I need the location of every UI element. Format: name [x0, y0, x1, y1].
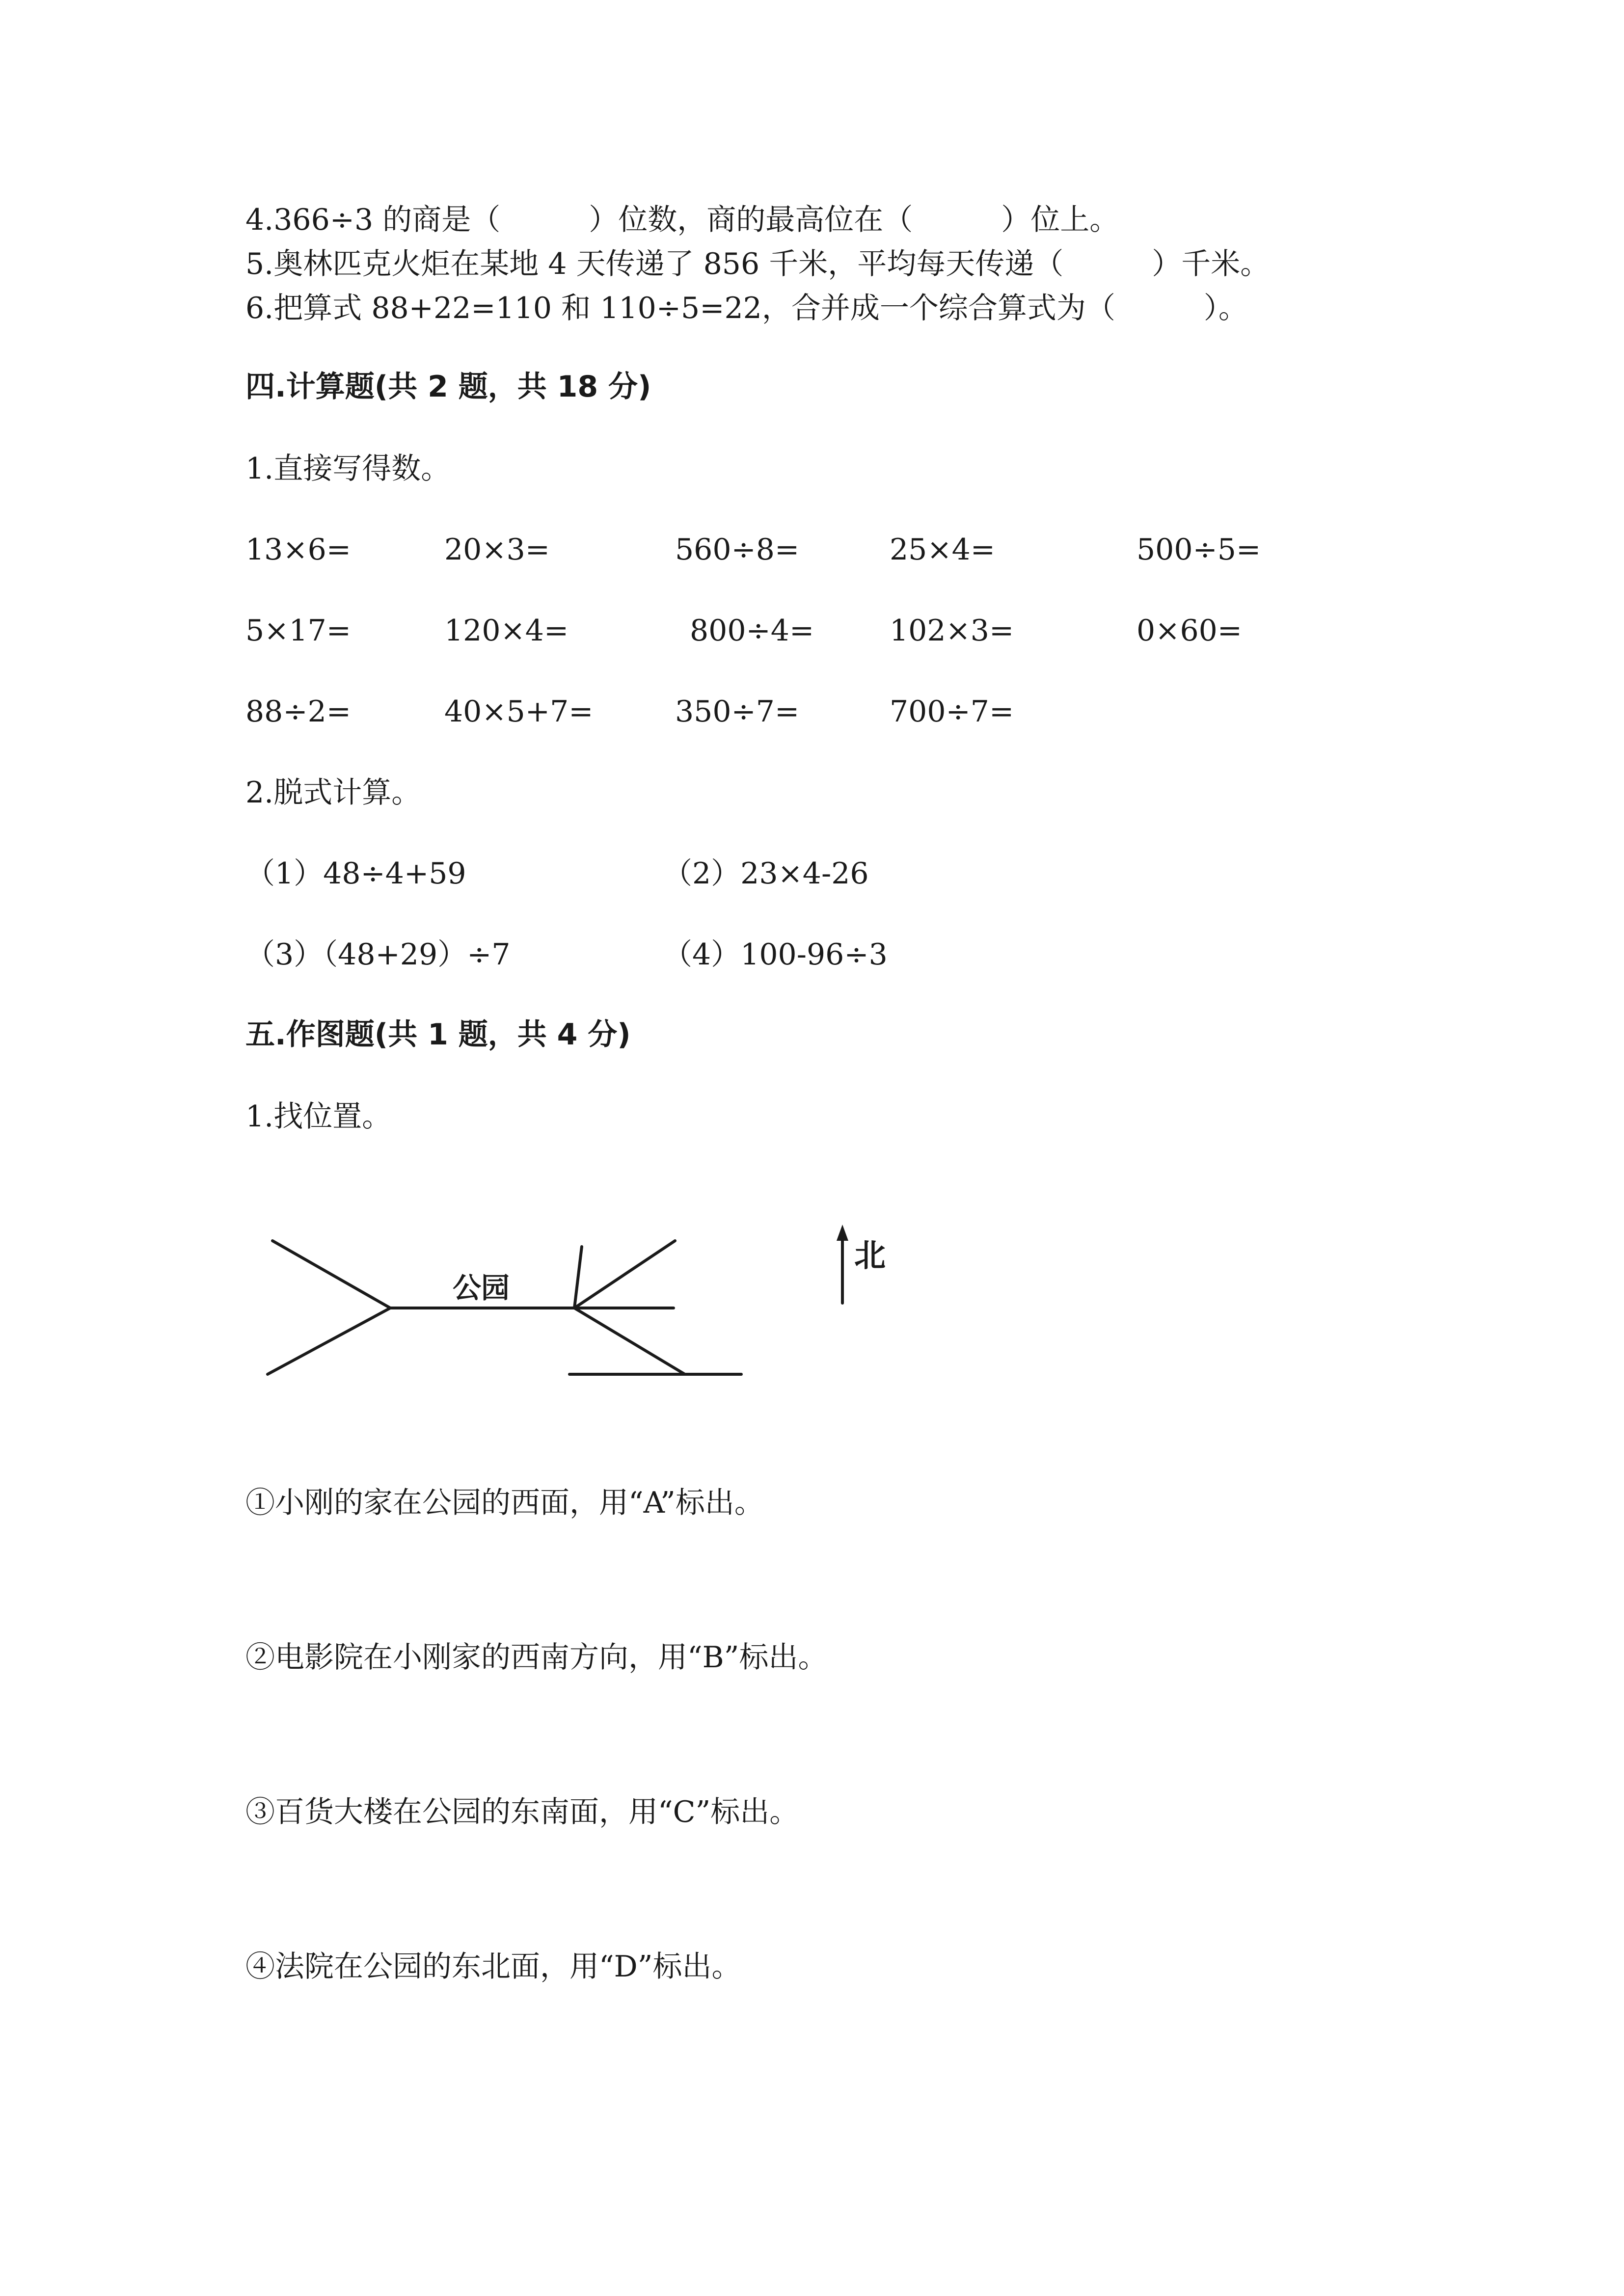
road-southeast — [574, 1308, 685, 1374]
step-item: （3）（48+29）÷7 — [245, 937, 511, 972]
oral-item: 13×6= — [245, 533, 352, 567]
road-southwest — [268, 1308, 390, 1374]
task-c: ③百货大楼在公园的东南面，用“C”标出。 — [245, 1795, 799, 1829]
question-5: 5.奥林匹克火炬在某地 4 天传递了 856 千米，平均每天传递（ ）千米。 — [245, 247, 1270, 281]
step-item: （4）100-96÷3 — [663, 937, 888, 972]
oral-item: 560÷8= — [675, 533, 800, 567]
task-b: ②电影院在小刚家的西南方向，用“B”标出。 — [245, 1640, 828, 1675]
oral-item: 350÷7= — [675, 694, 800, 729]
section-5-title: 五.作图题(共 1 题，共 4 分) — [245, 1017, 631, 1052]
oral-item: 700÷7= — [890, 694, 1014, 729]
question-6: 6.把算式 88+22=110 和 110÷5=22，合并成一个综合算式为（ ）。 — [245, 291, 1248, 325]
oral-item: 25×4= — [890, 533, 996, 567]
step-item: （1）48÷4+59 — [245, 856, 466, 891]
section-4-title: 四.计算题(共 2 题，共 18 分) — [245, 370, 651, 404]
road-northeast — [574, 1241, 675, 1308]
oral-item: 120×4= — [444, 614, 569, 648]
road-northwest — [272, 1241, 390, 1308]
north-label: 北 — [854, 1238, 886, 1274]
section-4-question-1: 1.直接写得数。 — [245, 452, 451, 486]
oral-item: 800÷4= — [690, 614, 814, 648]
north-arrow-head — [837, 1225, 848, 1241]
oral-item: 5×17= — [245, 614, 352, 648]
road-north-branch — [574, 1247, 582, 1308]
task-a: ①小刚的家在公园的西面，用“A”标出。 — [245, 1486, 764, 1520]
section-4-question-2: 2.脱式计算。 — [245, 775, 421, 810]
oral-item: 20×3= — [444, 533, 550, 567]
oral-item: 500÷5= — [1137, 533, 1261, 567]
step-item: （2）23×4-26 — [663, 856, 869, 891]
task-d: ④法院在公园的东北面，用“D”标出。 — [245, 1949, 741, 1984]
section-5-question-1: 1.找位置。 — [245, 1099, 392, 1134]
oral-item: 88÷2= — [245, 694, 352, 729]
oral-item: 40×5+7= — [444, 694, 594, 729]
oral-item: 0×60= — [1137, 614, 1243, 648]
oral-item: 102×3= — [890, 614, 1014, 648]
park-label: 公园 — [453, 1271, 510, 1305]
question-4: 4.366÷3 的商是（ ）位数，商的最高位在（ ）位上。 — [245, 203, 1119, 237]
